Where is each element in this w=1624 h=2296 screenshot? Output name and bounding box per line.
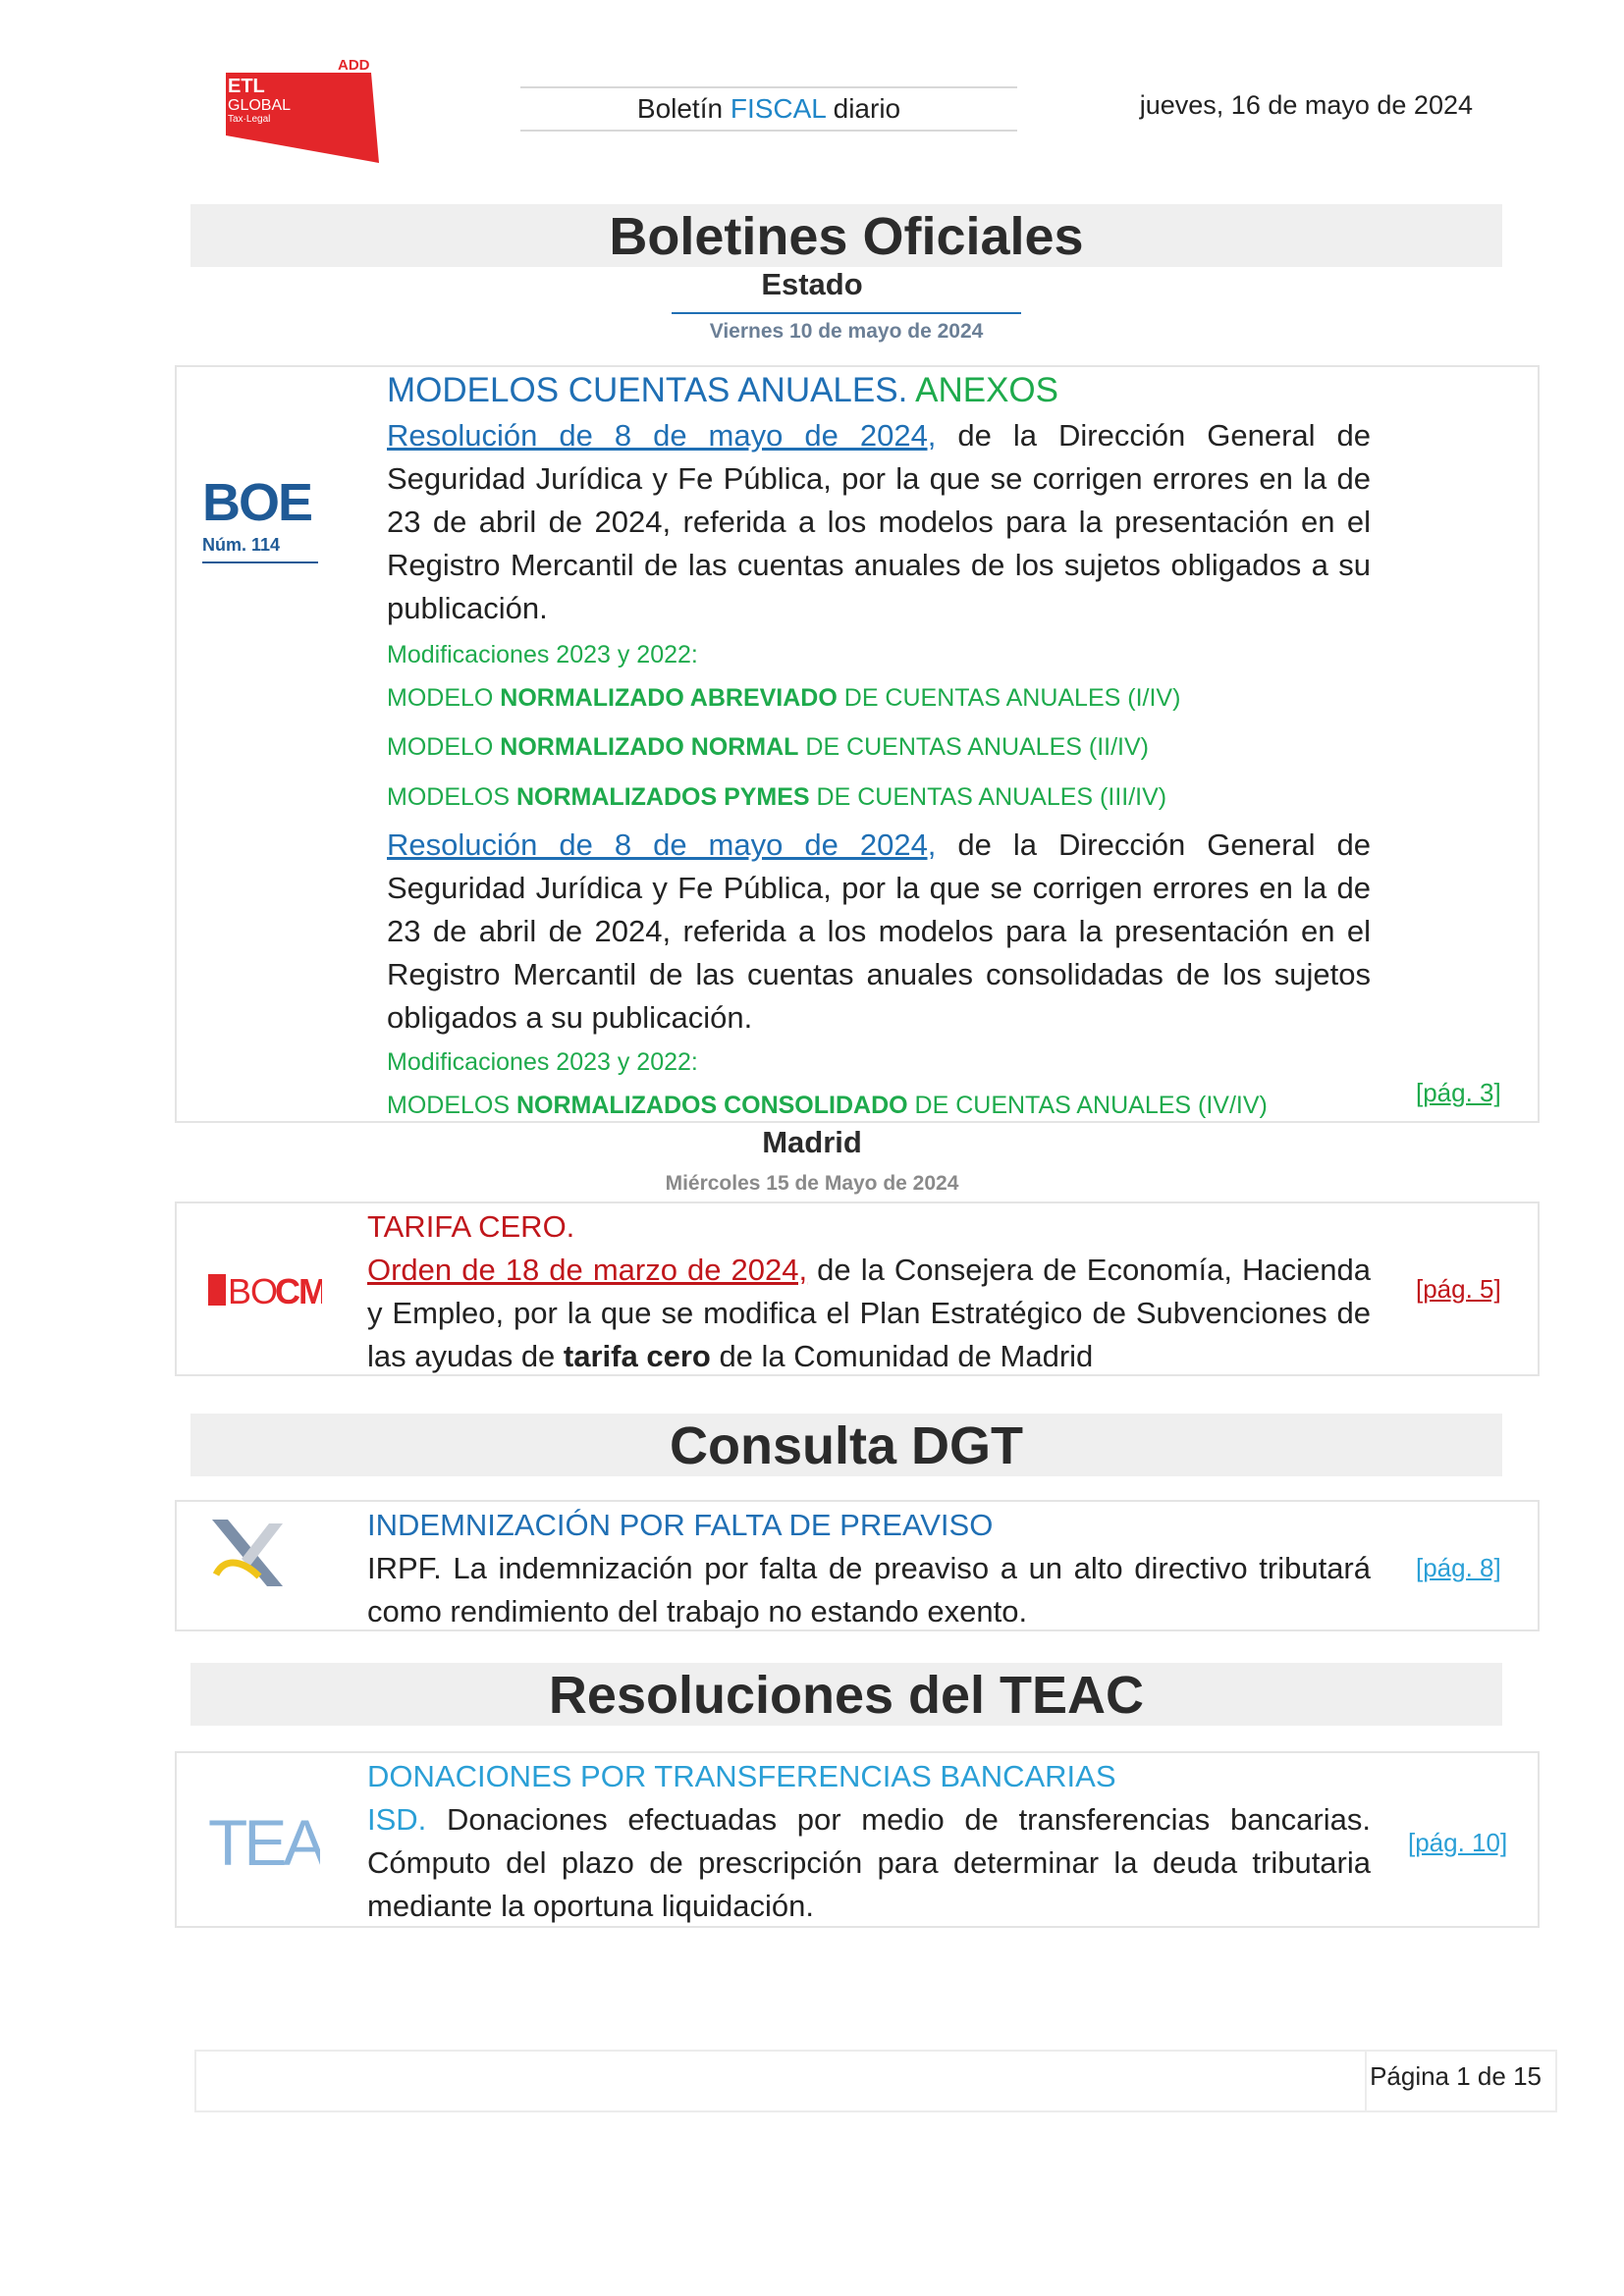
logo-add-text: ADD: [338, 59, 370, 74]
teac-isd: ISD.: [367, 1802, 427, 1837]
boe-logo: [202, 475, 322, 563]
resolution-2-link[interactable]: Resolución de 8 de mayo de 2024,: [387, 828, 937, 862]
modelo-abreviado-link[interactable]: MODELO NORMALIZADO ABREVIADO DE CUENTAS ANUALES (I/IV): [387, 684, 1181, 712]
resolution-2-text: de la Dirección General de Seguridad Jurídica y Fe Pública, por la que se corrigen errores en la de 23 de abril de 2024, referida a los modelos para la presentación en el Registro Mercantil de las cuentas anuales consolidadas de los sujetos obligados a su publicación.: [387, 828, 1371, 1035]
dgt-entry-box: [175, 1500, 1540, 1631]
bocm-logo: [208, 1268, 322, 1316]
title-pre: Boletín: [636, 93, 731, 124]
modelo-normal-link[interactable]: MODELO NORMALIZADO NORMAL DE CUENTAS ANUALES (II/IV): [387, 733, 1149, 761]
modifications-label-2: Modificaciones 2023 y 2022:: [387, 1048, 698, 1076]
boe-kicker: [387, 369, 1371, 412]
etl-global-logo: [220, 59, 383, 163]
logo-tax-text: Tax·Legal: [228, 114, 271, 125]
kicker-modelos: MODELOS CUENTAS ANUALES.: [387, 371, 908, 409]
page-number: Página 1 de 15: [1370, 2061, 1542, 2091]
tea-logo-icon: [208, 1804, 320, 1873]
page-ref-3[interactable]: [pág. 3]: [1416, 1078, 1501, 1107]
page-ref-8[interactable]: [pág. 8]: [1416, 1553, 1501, 1582]
teac-kicker: DONACIONES POR TRANSFERENCIAS BANCARIAS: [367, 1759, 1116, 1793]
modelo-pymes-link[interactable]: MODELOS NORMALIZADOS PYMES DE CUENTAS ANUALES (III/IV): [387, 783, 1167, 811]
dgt-kicker: INDEMNIZACIÓN POR FALTA DE PREAVISO: [367, 1508, 994, 1542]
boe-entry-content: [387, 369, 1371, 1122]
teac-text: ISD. Donaciones efectuadas por medio de transferencias bancarias. Cómputo del plazo de prescripción para determinar la deuda tributaria mediante la oportuna liquidación.: [367, 1802, 1371, 1923]
teac-logo: [208, 1804, 320, 1878]
logo-etl-text: ETL: [228, 76, 265, 97]
resolution-2: [387, 824, 1371, 1040]
heading-estado: Estado: [761, 267, 863, 301]
banner-resoluciones-teac: Resoluciones del TEAC: [190, 1663, 1502, 1726]
teac-entry-content: [367, 1755, 1371, 1928]
agencia-tributaria-icon: [206, 1516, 291, 1590]
bocm-order: Orden de 18 de marzo de 2024, de la Consejera de Economía, Hacienda y Empleo, por la que se modifica el Plan Estratégico de Subvenciones de las ayudas de tarifa cero de la Comunidad de Madrid: [367, 1253, 1371, 1373]
page-ref-5[interactable]: [pág. 5]: [1416, 1274, 1501, 1304]
boe-logo-icon: [202, 475, 318, 526]
header-date: jueves, 16 de mayo de 2024: [1139, 90, 1473, 120]
page-footer: [194, 2050, 1557, 2112]
resolution-1-text: de la Dirección General de Seguridad Jurídica y Fe Pública, por la que se corrigen errores en la de 23 de abril de 2024, referida a los modelos para la presentación en el Registro Mercantil de las cuentas anuales de los sujetos obligados a su publicación.: [387, 418, 1371, 625]
title-fiscal: FISCAL: [730, 93, 826, 124]
modelo-consolidado-link[interactable]: MODELOS NORMALIZADOS CONSOLIDADO DE CUENTAS ANUALES (IV/IV): [387, 1092, 1268, 1119]
resolution-1: [387, 414, 1371, 630]
bocm-entry-box: [175, 1201, 1540, 1376]
dgt-text: IRPF. La indemnización por falta de preaviso a un alto directivo tributará como rendimiento del trabajo no estando exento.: [367, 1551, 1371, 1629]
banner-consulta-dgt: Consulta DGT: [190, 1414, 1502, 1476]
kicker-anexos: ANEXOS: [907, 371, 1058, 409]
bocm-kicker: TARIFA CERO.: [367, 1209, 575, 1244]
teac-entry-box: [175, 1751, 1540, 1928]
date-madrid: Miércoles 15 de Mayo de 2024: [665, 1172, 959, 1195]
resolution-1-link[interactable]: Resolución de 8 de mayo de 2024,: [387, 418, 937, 453]
aeat-logo: [206, 1516, 291, 1595]
title-post: diario: [825, 93, 901, 124]
svg-text:TEA: TEA: [208, 1806, 320, 1873]
bocm-entry-content: [367, 1205, 1371, 1378]
bocm-order-link[interactable]: Orden de 18 de marzo de 2024,: [367, 1253, 808, 1287]
modifications-label-1: Modificaciones 2023 y 2022:: [387, 641, 698, 668]
svg-text:BOE: BOE: [202, 475, 312, 526]
newsletter-title: [520, 86, 1017, 132]
footer-divider: [1365, 2052, 1367, 2110]
etl-logo-icon: [220, 59, 383, 163]
date-estado: Viernes 10 de mayo de 2024: [672, 312, 1021, 344]
heading-madrid: Madrid: [762, 1125, 862, 1159]
svg-text:CM: CM: [275, 1271, 322, 1311]
page-ref-10[interactable]: [pág. 10]: [1408, 1828, 1508, 1857]
svg-text:BO: BO: [228, 1271, 278, 1311]
bocm-logo-icon: [208, 1268, 322, 1311]
dgt-entry-content: [367, 1504, 1371, 1633]
boe-entry-box: [175, 365, 1540, 1123]
banner-boletines-oficiales: Boletines Oficiales: [190, 204, 1502, 267]
logo-global-text: GLOBAL: [228, 97, 292, 114]
boe-number: Núm. 114: [202, 535, 318, 563]
